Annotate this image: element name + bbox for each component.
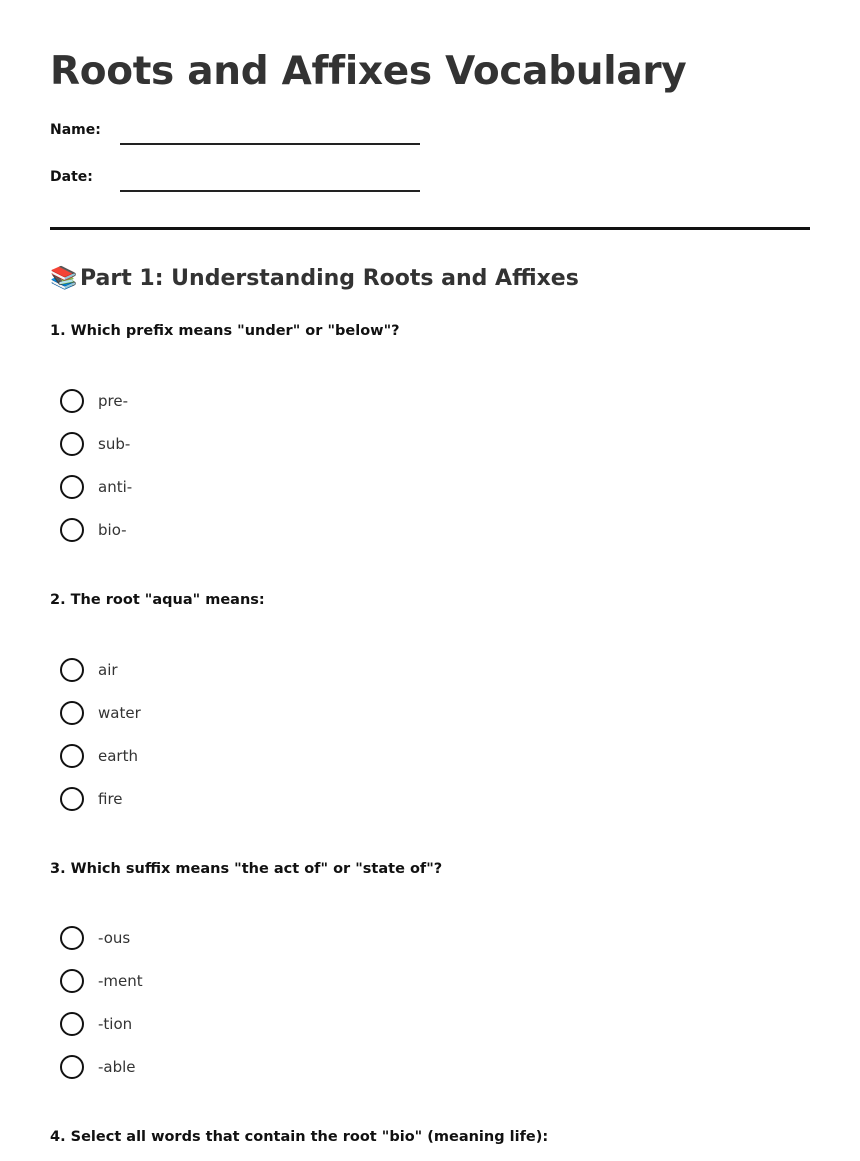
- radio-button[interactable]: [60, 432, 84, 456]
- name-input-line[interactable]: [120, 143, 420, 145]
- option-label: fire: [98, 790, 123, 808]
- radio-button[interactable]: [60, 518, 84, 542]
- question-2-option-1[interactable]: [60, 658, 360, 684]
- radio-button[interactable]: [60, 1012, 84, 1036]
- question-2-option-3[interactable]: [60, 744, 360, 770]
- option-label: water: [98, 704, 141, 722]
- radio-button[interactable]: [60, 744, 84, 768]
- page-title: Roots and Affixes Vocabulary: [50, 49, 687, 94]
- radio-button[interactable]: [60, 475, 84, 499]
- option-label: earth: [98, 747, 138, 765]
- question-1-text: 1. Which prefix means "under" or "below"?: [50, 323, 400, 339]
- header-divider: [50, 227, 810, 230]
- question-3-option-4[interactable]: [60, 1055, 360, 1081]
- date-label: Date:: [50, 169, 93, 185]
- question-2-text: 2. The root "aqua" means:: [50, 592, 265, 608]
- question-3-text: 3. Which suffix means "the act of" or "state of"?: [50, 861, 443, 877]
- radio-button[interactable]: [60, 1055, 84, 1079]
- question-1-option-1[interactable]: [60, 389, 360, 415]
- question-3-option-2[interactable]: [60, 969, 360, 995]
- option-label: sub-: [98, 435, 131, 453]
- question-3-option-3[interactable]: [60, 1012, 360, 1038]
- question-2-option-2[interactable]: [60, 701, 360, 727]
- option-label: -ment: [98, 972, 143, 990]
- question-1-option-4[interactable]: [60, 518, 360, 544]
- option-label: bio-: [98, 521, 127, 539]
- radio-button[interactable]: [60, 389, 84, 413]
- radio-button[interactable]: [60, 658, 84, 682]
- radio-button[interactable]: [60, 701, 84, 725]
- section-heading: [50, 266, 579, 291]
- name-field: [50, 122, 430, 146]
- date-field: [50, 169, 430, 193]
- option-label: air: [98, 661, 118, 679]
- option-label: pre-: [98, 392, 128, 410]
- question-1-option-3[interactable]: [60, 475, 360, 501]
- date-input-line[interactable]: [120, 190, 420, 192]
- option-label: -tion: [98, 1015, 133, 1033]
- option-label: -ous: [98, 929, 131, 947]
- option-label: -able: [98, 1058, 136, 1076]
- option-label: anti-: [98, 478, 133, 496]
- question-1-option-2[interactable]: [60, 432, 360, 458]
- section-heading-text: Part 1: Understanding Roots and Affixes: [80, 266, 579, 291]
- question-2-option-4[interactable]: [60, 787, 360, 813]
- radio-button[interactable]: [60, 969, 84, 993]
- radio-button[interactable]: [60, 787, 84, 811]
- radio-button[interactable]: [60, 926, 84, 950]
- books-icon: 📚: [50, 266, 78, 291]
- question-3-option-1[interactable]: [60, 926, 360, 952]
- name-label: Name:: [50, 122, 101, 138]
- question-4-text: 4. Select all words that contain the root "bio" (meaning life):: [50, 1129, 549, 1145]
